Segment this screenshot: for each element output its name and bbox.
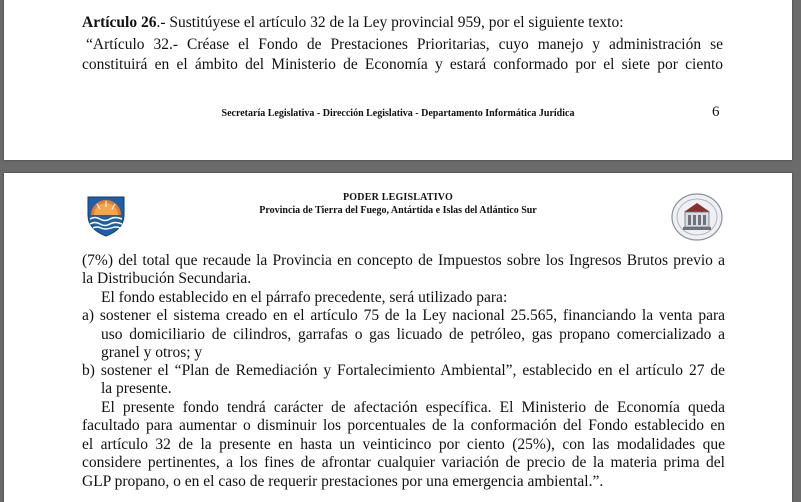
body-line-10: facultado para aumentar o disminuir los porcentuales de la conformación del Fondo establecido en [82, 417, 725, 434]
article-intro: .- Sustitúyese el artículo 32 de la Ley provincial 959, por el siguiente texto: [156, 14, 624, 31]
legislature-seal-icon [670, 192, 724, 242]
document-page-6 [4, 0, 792, 160]
body-line-2: la Distribución Secundaria. [82, 270, 252, 287]
quote-line-2: constituirá en el ámbito del Ministerio de Economía y estará conformado por el siete por ciento [82, 56, 723, 73]
document-page-7 [4, 173, 792, 502]
quote-line-1: “Artículo 32.- Créase el Fondo de Prestaciones Prioritarias, cuyo manejo y administración se [86, 36, 723, 53]
body-line-8: la presente. [101, 380, 172, 397]
body-line-5: uso domiciliario de cilindros, garrafas o gas licuado de petróleo, gas propano comercializado a [101, 326, 725, 343]
body-line-7: b) sostener el “Plan de Remediación y Fortalecimiento Ambiental”, establecido en el artículo 27 de [82, 362, 725, 379]
body-line-3: El fondo establecido en el párrafo precedente, será utilizado para: [101, 289, 508, 306]
body-line-1: (7%) del total que recaude la Provincia en concepto de Impuestos sobre los Ingresos Brutos previo a [82, 252, 725, 269]
article-26-line [82, 14, 723, 32]
page-footer: Secretaría Legislativa - Dirección Legislativa - Departamento Informática Jurídica [221, 108, 575, 119]
body-line-11: el artículo 32 de la presente en hasta un veinticinco por ciento (25%), con las modalidades que [82, 436, 725, 453]
page-number: 6 [712, 104, 720, 120]
header-title: PODER LEGISLATIVO [343, 192, 453, 203]
body-line-6: granel y otros; y [101, 344, 203, 361]
body-line-12: considere pertinentes, a los fines de afrontar cualquier variación de precio de la materia prima del [82, 454, 725, 471]
body-line-9: El presente fondo tendrá carácter de afectación específica. El Ministerio de Economía queda [101, 399, 725, 416]
article-heading: Artículo 26 [82, 14, 157, 31]
header-subtitle: Provincia de Tierra del Fuego, Antártida e Islas del Atlántico Sur [259, 205, 537, 216]
body-line-4: a) sostener el sistema creado en el artículo 75 de la Ley nacional 25.565, financiando la venta para [82, 307, 725, 324]
body-line-13: GLP propano, o en el caso de requerir prestaciones por una emergencia ambiental.”. [82, 473, 604, 490]
